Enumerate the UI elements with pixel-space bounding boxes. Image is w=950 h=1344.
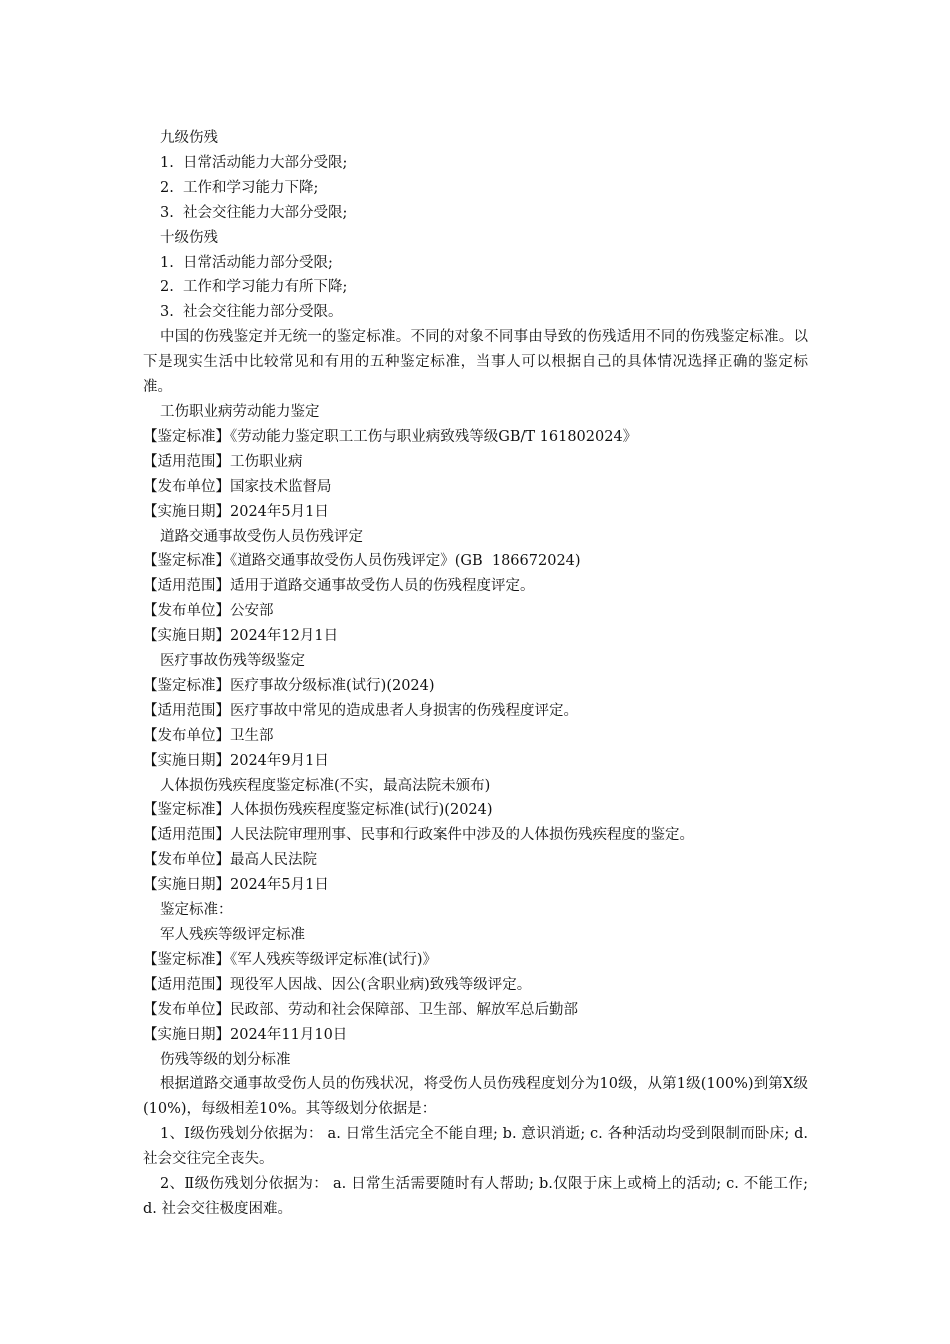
section-item-scope: 【适用范围】适用于道路交通事故受伤人员的伤残程度评定。 bbox=[143, 578, 535, 595]
disability-grade-list bbox=[143, 126, 808, 325]
grade-1-criteria: 1、Ⅰ级伤残划分依据为： a. 日常生活完全不能自理; b. 意识消逝; c. 各种活动均受到限制而卧床; d. 社会交往完全丧失。 bbox=[143, 1126, 808, 1168]
section-item-scope: 【适用范围】人民法院审理刑事、民事和行政案件中涉及的人体损伤残疾程度的鉴定。 bbox=[143, 827, 694, 844]
grading-intro-paragraph: 根据道路交通事故受伤人员的伤残状况，将受伤人员伤残程度划分为10级，从第1级(100%)到第X级(10%)，每级相差10%。其等级划分依据是： bbox=[143, 1076, 808, 1118]
grade-10-item-1: 1. 日常活动能力部分受限; bbox=[160, 254, 333, 271]
grade-2-criteria: 2、Ⅱ级伤残划分依据为： a. 日常生活需要随时有人帮助; b.仅限于床上或椅上的活动; c. 不能工作; d. 社会交往极度困难。 bbox=[143, 1176, 808, 1217]
intro-paragraph: 中国的伤残鉴定并无统一的鉴定标准。不同的对象不同事由导致的伤残适用不同的伤残鉴定标准。以下是现实生活中比较常见和有用的五种鉴定标准，当事人可以根据自己的具体情况选择正确的鉴定标准。 bbox=[143, 329, 808, 396]
grade-10-item-3: 3. 社会交往能力部分受限。 bbox=[160, 304, 343, 321]
section-item-publisher: 【发布单位】国家技术监督局 bbox=[143, 478, 332, 495]
section-item-date: 【实施日期】2024年5月1日 bbox=[143, 503, 329, 520]
grade-9-item-3: 3. 社会交往能力大部分受限; bbox=[160, 204, 348, 221]
section-item-scope: 【适用范围】现役军人因战、因公(含职业病)致残等级评定。 bbox=[143, 976, 532, 993]
section-item-standard: 【鉴定标准】医疗事故分级标准(试行)(2024) bbox=[143, 677, 435, 694]
section-heading: 军人残疾等级评定标准 bbox=[160, 927, 305, 943]
grade-10-heading: 十级伤残 bbox=[160, 229, 218, 246]
section-item-publisher: 【发布单位】卫生部 bbox=[143, 727, 274, 744]
section-item-standard: 【鉴定标准】《劳动能力鉴定职工工伤与职业病致残等级GB/T 161802024》 bbox=[143, 428, 638, 445]
section-item-scope: 【适用范围】医疗事故中常见的造成患者人身损害的伤残程度评定。 bbox=[143, 702, 578, 719]
section-heading: 道路交通事故受伤人员伤残评定 bbox=[160, 528, 363, 545]
section-heading: 医疗事故伤残等级鉴定 bbox=[160, 653, 305, 670]
section-medical-accident bbox=[143, 649, 808, 774]
section-traffic-accident bbox=[143, 525, 808, 650]
section-item-date: 【实施日期】2024年9月1日 bbox=[143, 752, 329, 769]
standards-label: 鉴定标准： bbox=[160, 902, 233, 919]
grade-9-heading: 九级伤残 bbox=[160, 130, 218, 146]
section-item-standard: 【鉴定标准】人体损伤残疾程度鉴定标准(试行)(2024) bbox=[143, 802, 493, 819]
section-item-standard: 【鉴定标准】《军人残疾等级评定标准(试行)》 bbox=[143, 951, 438, 968]
grading-standard-heading: 伤残等级的划分标准 bbox=[160, 1051, 291, 1068]
section-work-injury bbox=[143, 400, 808, 525]
section-item-publisher: 【发布单位】民政部、劳动和社会保障部、卫生部、解放军总后勤部 bbox=[143, 1001, 578, 1018]
section-item-standard: 【鉴定标准】《道路交通事故受伤人员伤残评定》(GB 186672024) bbox=[143, 553, 581, 570]
document-page bbox=[143, 126, 808, 1222]
grade-10-item-2: 2. 工作和学习能力有所下降; bbox=[160, 279, 348, 296]
section-personal-injury bbox=[143, 774, 808, 899]
section-item-publisher: 【发布单位】最高人民法院 bbox=[143, 852, 317, 869]
section-military bbox=[143, 923, 808, 1048]
section-heading: 工伤职业病劳动能力鉴定 bbox=[160, 403, 320, 420]
section-heading: 人体损伤残疾程度鉴定标准(不实，最高法院未颁布) bbox=[160, 777, 491, 794]
section-item-date: 【实施日期】2024年11月10日 bbox=[143, 1026, 348, 1043]
grade-9-item-1: 1. 日常活动能力大部分受限; bbox=[160, 154, 348, 171]
grade-9-item-2: 2. 工作和学习能力下降; bbox=[160, 179, 319, 196]
section-item-date: 【实施日期】2024年5月1日 bbox=[143, 877, 329, 894]
section-item-publisher: 【发布单位】公安部 bbox=[143, 603, 274, 620]
section-item-scope: 【适用范围】工伤职业病 bbox=[143, 453, 303, 470]
section-item-date: 【实施日期】2024年12月1日 bbox=[143, 628, 339, 645]
